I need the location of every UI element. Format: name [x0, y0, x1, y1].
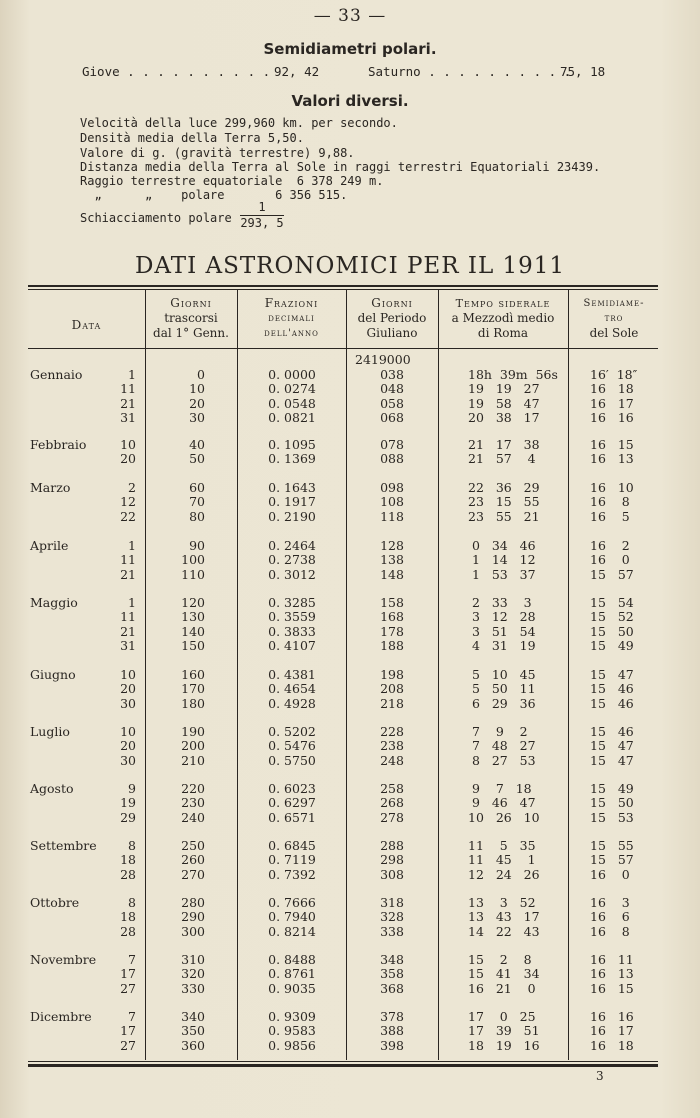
tempo-siderale-cell: 12 24 26: [468, 866, 540, 882]
tempo-siderale-cell: 2 33 3: [468, 595, 532, 610]
header-frazioni: Frazioni decimali dell'anno: [264, 296, 319, 339]
semidiametro-cell: 15 47: [590, 752, 634, 768]
tempo-siderale-cell: 18 19 16: [468, 1037, 540, 1053]
day-cell: 27: [120, 980, 136, 996]
frazione-cell: 0. 4928: [268, 695, 316, 711]
frazione-cell: 0. 7392: [268, 866, 316, 882]
giuliano-cell: 058: [380, 395, 404, 411]
giuliano-cell: 338: [380, 923, 404, 939]
giuliano-cell: 128: [380, 538, 404, 553]
schiacciamento-fraction: [240, 200, 284, 230]
giuliano-cell: 178: [380, 623, 404, 639]
frazione-cell: 0. 7666: [268, 895, 316, 910]
frazione-cell: 0. 1369: [268, 451, 316, 467]
giuliano-cell: 078: [380, 437, 404, 452]
tempo-siderale-cell: 1 14 12: [468, 552, 536, 568]
semidiametro-cell: 15 46: [590, 695, 634, 711]
day-cell: 19: [120, 795, 136, 811]
giuliano-cell: 158: [380, 595, 404, 610]
day-cell: 27: [120, 1037, 136, 1053]
month-name: Giugno: [30, 667, 76, 682]
giuliano-cell: 358: [380, 966, 404, 982]
tempo-siderale-cell: 21 57 4: [468, 451, 536, 467]
giuliano-cell: 278: [380, 809, 404, 825]
footer-number: 3: [596, 1069, 604, 1083]
giorni-trascorsi-cell: 200: [181, 738, 205, 754]
tempo-siderale-cell: 11 5 35: [468, 838, 536, 853]
giuliano-cell: 088: [380, 451, 404, 467]
semidiametro-cell: 15 50: [590, 795, 634, 811]
tempo-siderale-cell: 1 53 37: [468, 566, 536, 582]
giorni-trascorsi-cell: 320: [181, 966, 205, 982]
day-cell: 8: [128, 895, 136, 910]
tempo-siderale-cell: 23 55 21: [468, 508, 540, 524]
giorni-trascorsi-cell: 160: [181, 667, 205, 682]
semidiametro-cell: 15 57: [590, 566, 634, 582]
giuliano-cell: 348: [380, 952, 404, 967]
tempo-siderale-cell: 15 41 34: [468, 966, 540, 982]
tempo-siderale-cell: 5 10 45: [468, 667, 536, 682]
tempo-siderale-cell: 17 39 51: [468, 1023, 540, 1039]
giuliano-cell: 068: [380, 409, 404, 425]
giuliano-cell: 308: [380, 866, 404, 882]
semidiametro-cell: 15 53: [590, 809, 634, 825]
frazione-cell: 0. 9309: [268, 1009, 316, 1024]
saturno-label: Saturno . . . . . . . . . .: [368, 64, 572, 79]
day-cell: 9: [128, 781, 136, 796]
giorni-trascorsi-cell: 20: [189, 395, 205, 411]
giuliano-base: 2419000: [355, 352, 411, 367]
semidiametro-cell: 16 8: [590, 923, 630, 939]
day-cell: 21: [120, 395, 136, 411]
semidiametro-cell: 16 16: [590, 1009, 634, 1024]
frazione-cell: 0. 6845: [268, 838, 316, 853]
tempo-siderale-cell: 17 0 25: [468, 1009, 536, 1024]
tempo-siderale-cell: 13 3 52: [468, 895, 536, 910]
semidiametro-cell: 16 0: [590, 866, 630, 882]
semidiametro-cell: 16 10: [590, 480, 634, 495]
giorni-trascorsi-cell: 140: [181, 623, 205, 639]
semidiametro-cell: 15 50: [590, 623, 634, 639]
semidiametro-cell: 15 47: [590, 667, 634, 682]
giuliano-cell: 138: [380, 552, 404, 568]
semidiametro-cell: 16 16: [590, 409, 634, 425]
table-top-rule: [28, 285, 658, 287]
month-name: Febbraio: [30, 437, 87, 452]
tempo-siderale-cell: 7 48 27: [468, 738, 536, 754]
tempo-siderale-cell: 9 46 47: [468, 795, 536, 811]
valori-line: Densità media della Terra 5,50.: [80, 131, 304, 145]
month-name: Marzo: [30, 480, 71, 495]
day-cell: 20: [120, 681, 136, 697]
frazione-cell: 0. 9583: [268, 1023, 316, 1039]
semidiametro-cell: 15 55: [590, 838, 634, 853]
giuliano-cell: 198: [380, 667, 404, 682]
table-bottom-rule-thin: [28, 1061, 658, 1062]
giorni-trascorsi-cell: 150: [181, 637, 205, 653]
semidiametro-cell: 15 57: [590, 852, 634, 868]
giorni-trascorsi-cell: 220: [181, 781, 205, 796]
frazione-cell: 0. 0274: [268, 381, 316, 397]
day-cell: 21: [120, 566, 136, 582]
giuliano-cell: 368: [380, 980, 404, 996]
day-cell: 10: [120, 667, 136, 682]
giorni-trascorsi-cell: 230: [181, 795, 205, 811]
giorni-trascorsi-cell: 70: [189, 494, 205, 510]
day-cell: 1: [128, 595, 136, 610]
page-number: — 33 —: [313, 6, 387, 26]
day-cell: 22: [120, 508, 136, 524]
giuliano-cell: 218: [380, 695, 404, 711]
tempo-siderale-cell: 11 45 1: [468, 852, 536, 868]
giorni-trascorsi-cell: 130: [181, 609, 205, 625]
header-rule: [28, 348, 658, 349]
tempo-siderale-cell: 8 27 53: [468, 752, 536, 768]
saturno-value: 75, 18: [560, 64, 606, 79]
column-divider: [568, 290, 569, 1060]
giorni-trascorsi-cell: 100: [181, 552, 205, 568]
giorni-trascorsi-cell: 60: [189, 480, 205, 495]
month-name: Ottobre: [30, 895, 80, 910]
semidiametro-cell: 15 46: [590, 724, 634, 739]
day-cell: 11: [120, 552, 136, 568]
day-cell: 8: [128, 838, 136, 853]
valori-line: Raggio terrestre equatoriale 6 378 249 m.: [80, 174, 384, 188]
table-bottom-rule: [28, 1064, 658, 1067]
giorni-trascorsi-cell: 290: [181, 909, 205, 925]
day-cell: 10: [120, 724, 136, 739]
semidiametro-cell: 16 15: [590, 437, 634, 452]
day-cell: 28: [120, 866, 136, 882]
giove-label: Giove . . . . . . . . . .: [82, 64, 271, 79]
giove-value: 92, 42: [274, 64, 320, 79]
giorni-trascorsi-cell: 10: [189, 381, 205, 397]
month-name: Luglio: [30, 724, 70, 739]
semidiametro-cell: 16 13: [590, 451, 634, 467]
giuliano-cell: 108: [380, 494, 404, 510]
giorni-trascorsi-cell: 280: [181, 895, 205, 910]
frazione-cell: 0. 0548: [268, 395, 316, 411]
day-cell: 1: [128, 367, 136, 382]
giuliano-cell: 298: [380, 852, 404, 868]
valori-title: Valori diversi.: [291, 92, 409, 110]
frazione-cell: 0. 6571: [268, 809, 316, 825]
giorni-trascorsi-cell: 360: [181, 1037, 205, 1053]
tempo-siderale-cell: 3 51 54: [468, 623, 536, 639]
giuliano-cell: 398: [380, 1037, 404, 1053]
giorni-trascorsi-cell: 180: [181, 695, 205, 711]
frazione-cell: 0. 2738: [268, 552, 316, 568]
giorni-trascorsi-cell: 350: [181, 1023, 205, 1039]
frazione-cell: 0. 5750: [268, 752, 316, 768]
month-name: Aprile: [30, 538, 69, 553]
day-cell: 11: [120, 381, 136, 397]
giuliano-cell: 248: [380, 752, 404, 768]
tempo-siderale-cell: 19 19 27: [468, 381, 540, 397]
frazione-cell: 0. 1917: [268, 494, 316, 510]
day-cell: 20: [120, 451, 136, 467]
giorni-trascorsi-cell: 270: [181, 866, 205, 882]
column-divider: [438, 290, 439, 1060]
tempo-siderale-cell: 14 22 43: [468, 923, 540, 939]
fraction-numerator: 1: [240, 200, 284, 216]
semidiametro-cell: 15 52: [590, 609, 634, 625]
month-name: Novembre: [30, 952, 97, 967]
tempo-siderale-cell: 15 2 8: [468, 952, 532, 967]
frazione-cell: 0. 1643: [268, 480, 316, 495]
day-cell: 12: [120, 494, 136, 510]
frazione-cell: 0. 9856: [268, 1037, 316, 1053]
month-name: Dicembre: [30, 1009, 92, 1024]
day-cell: 18: [120, 852, 136, 868]
giorni-trascorsi-cell: 170: [181, 681, 205, 697]
month-name: Maggio: [30, 595, 78, 610]
frazione-cell: 0. 6297: [268, 795, 316, 811]
giuliano-cell: 268: [380, 795, 404, 811]
frazione-cell: 0. 6023: [268, 781, 316, 796]
frazione-cell: 0. 4107: [268, 637, 316, 653]
tempo-siderale-cell: 13 43 17: [468, 909, 540, 925]
day-cell: 17: [120, 966, 136, 982]
valori-line: Valore di g. (gravità terrestre) 9,88.: [80, 146, 355, 160]
tempo-siderale-cell: 21 17 38: [468, 437, 540, 452]
semidiametro-cell: 16 13: [590, 966, 634, 982]
giorni-trascorsi-cell: 110: [181, 566, 205, 582]
semidiametro-cell: 16 2: [590, 538, 630, 553]
semidiametro-cell: 16 3: [590, 895, 630, 910]
frazione-cell: 0. 8488: [268, 952, 316, 967]
column-divider: [145, 290, 146, 1060]
frazione-cell: 0. 3012: [268, 566, 316, 582]
schiacciamento-label: Schiacciamento polare: [80, 211, 232, 225]
tempo-siderale-cell: 10 26 10: [468, 809, 540, 825]
giorni-trascorsi-cell: 190: [181, 724, 205, 739]
day-cell: 30: [120, 695, 136, 711]
day-cell: 2: [128, 480, 136, 495]
frazione-cell: 0. 5202: [268, 724, 316, 739]
valori-line: Distanza media della Terra al Sole in raggi terrestri Equatoriali 23439.: [80, 160, 601, 174]
month-name: Gennaio: [30, 367, 83, 382]
giuliano-cell: 238: [380, 738, 404, 754]
giorni-trascorsi-cell: 310: [181, 952, 205, 967]
column-divider: [237, 290, 238, 1060]
tempo-siderale-cell: 18h 39m 56s: [468, 367, 558, 382]
day-cell: 7: [128, 1009, 136, 1024]
giuliano-cell: 048: [380, 381, 404, 397]
column-divider: [346, 290, 347, 1060]
semidiametro-cell: 16 0: [590, 552, 630, 568]
giorni-trascorsi-cell: 30: [189, 409, 205, 425]
valori-line: Velocità della luce 299,960 km. per secondo.: [80, 116, 398, 130]
semidiametro-cell: 16 18: [590, 381, 634, 397]
giuliano-cell: 098: [380, 480, 404, 495]
header-tempo-siderale: Tempo siderale a Mezzodì medio di Roma: [451, 297, 555, 340]
day-cell: 7: [128, 952, 136, 967]
valori-line: „ „ polare 6 356 515.: [80, 188, 348, 202]
day-cell: 30: [120, 752, 136, 768]
giorni-trascorsi-cell: 330: [181, 980, 205, 996]
frazione-cell: 0. 2464: [268, 538, 316, 553]
day-cell: 31: [120, 637, 136, 653]
semidiametro-cell: 15 54: [590, 595, 634, 610]
fraction-denominator: 293, 5: [240, 216, 284, 230]
giorni-trascorsi-cell: 40: [189, 437, 205, 452]
giuliano-cell: 378: [380, 1009, 404, 1024]
giorni-trascorsi-cell: 90: [189, 538, 205, 553]
giorni-trascorsi-cell: 120: [181, 595, 205, 610]
header-giuliano: Giorni del Periodo Giuliano: [357, 296, 427, 340]
tempo-siderale-cell: 20 38 17: [468, 409, 540, 425]
tempo-siderale-cell: 5 50 11: [468, 681, 536, 697]
tempo-siderale-cell: 6 29 36: [468, 695, 536, 711]
day-cell: 28: [120, 923, 136, 939]
month-name: Agosto: [30, 781, 74, 796]
semidiametro-cell: 16 17: [590, 1023, 634, 1039]
frazione-cell: 0. 9035: [268, 980, 316, 996]
frazione-cell: 0. 0000: [268, 367, 316, 382]
giuliano-cell: 208: [380, 681, 404, 697]
semidiametro-cell: 15 47: [590, 738, 634, 754]
semidiametro-cell: 16 18: [590, 1037, 634, 1053]
tempo-siderale-cell: 23 15 55: [468, 494, 540, 510]
semidiametro-cell: 16 17: [590, 395, 634, 411]
day-cell: 29: [120, 809, 136, 825]
giuliano-cell: 228: [380, 724, 404, 739]
giuliano-cell: 188: [380, 637, 404, 653]
semidiametro-cell: 16′ 18″: [590, 367, 638, 382]
frazione-cell: 0. 3285: [268, 595, 316, 610]
frazione-cell: 0. 3833: [268, 623, 316, 639]
semidiametri-title: Semidiametri polari.: [263, 40, 437, 58]
giorni-trascorsi-cell: 340: [181, 1009, 205, 1024]
day-cell: 1: [128, 538, 136, 553]
day-cell: 20: [120, 738, 136, 754]
month-name: Settembre: [30, 838, 97, 853]
semidiametro-cell: 15 49: [590, 637, 634, 653]
giorni-trascorsi-cell: 210: [181, 752, 205, 768]
day-cell: 17: [120, 1023, 136, 1039]
semidiametro-cell: 16 5: [590, 508, 630, 524]
giorni-trascorsi-cell: 240: [181, 809, 205, 825]
day-cell: 18: [120, 909, 136, 925]
semidiametro-cell: 16 15: [590, 980, 634, 996]
giorni-trascorsi-cell: 0: [197, 367, 205, 382]
main-title: DATI ASTRONOMICI PER IL 1911: [134, 253, 566, 279]
giuliano-cell: 318: [380, 895, 404, 910]
header-giorni-trascorsi: Giorni trascorsi dal 1° Genn.: [153, 296, 229, 340]
semidiametro-cell: 16 6: [590, 909, 630, 925]
semidiametro-cell: 15 49: [590, 781, 634, 796]
semidiametro-cell: 16 11: [590, 952, 634, 967]
giuliano-cell: 328: [380, 909, 404, 925]
tempo-siderale-cell: 3 12 28: [468, 609, 536, 625]
frazione-cell: 0. 4654: [268, 681, 316, 697]
giuliano-cell: 258: [380, 781, 404, 796]
giuliano-cell: 168: [380, 609, 404, 625]
header-data: Data: [71, 318, 102, 332]
tempo-siderale-cell: 22 36 29: [468, 480, 540, 495]
frazione-cell: 0. 2190: [268, 508, 316, 524]
table-top-rule-thin: [28, 289, 658, 290]
frazione-cell: 0. 3559: [268, 609, 316, 625]
giorni-trascorsi-cell: 80: [189, 508, 205, 524]
day-cell: 11: [120, 609, 136, 625]
semidiametro-cell: 16 8: [590, 494, 630, 510]
frazione-cell: 0. 7119: [268, 852, 316, 868]
day-cell: 31: [120, 409, 136, 425]
frazione-cell: 0. 0821: [268, 409, 316, 425]
frazione-cell: 0. 1095: [268, 437, 316, 452]
frazione-cell: 0. 7940: [268, 909, 316, 925]
giuliano-cell: 148: [380, 566, 404, 582]
giorni-trascorsi-cell: 250: [181, 838, 205, 853]
tempo-siderale-cell: 9 7 18: [468, 781, 532, 796]
day-cell: 10: [120, 437, 136, 452]
giuliano-cell: 288: [380, 838, 404, 853]
frazione-cell: 0. 8761: [268, 966, 316, 982]
tempo-siderale-cell: 7 9 2: [468, 724, 528, 739]
tempo-siderale-cell: 16 21 0: [468, 980, 536, 996]
semidiametro-cell: 15 46: [590, 681, 634, 697]
giuliano-cell: 118: [380, 508, 404, 524]
tempo-siderale-cell: 4 31 19: [468, 637, 536, 653]
day-cell: 21: [120, 623, 136, 639]
giuliano-cell: 388: [380, 1023, 404, 1039]
giorni-trascorsi-cell: 300: [181, 923, 205, 939]
frazione-cell: 0. 8214: [268, 923, 316, 939]
frazione-cell: 0. 4381: [268, 667, 316, 682]
giorni-trascorsi-cell: 260: [181, 852, 205, 868]
tempo-siderale-cell: 19 58 47: [468, 395, 540, 411]
header-semidiametro: Semidiame- tro del Sole: [583, 298, 645, 340]
frazione-cell: 0. 5476: [268, 738, 316, 754]
giorni-trascorsi-cell: 50: [189, 451, 205, 467]
giuliano-cell: 038: [380, 367, 404, 382]
tempo-siderale-cell: 0 34 46: [468, 538, 536, 553]
